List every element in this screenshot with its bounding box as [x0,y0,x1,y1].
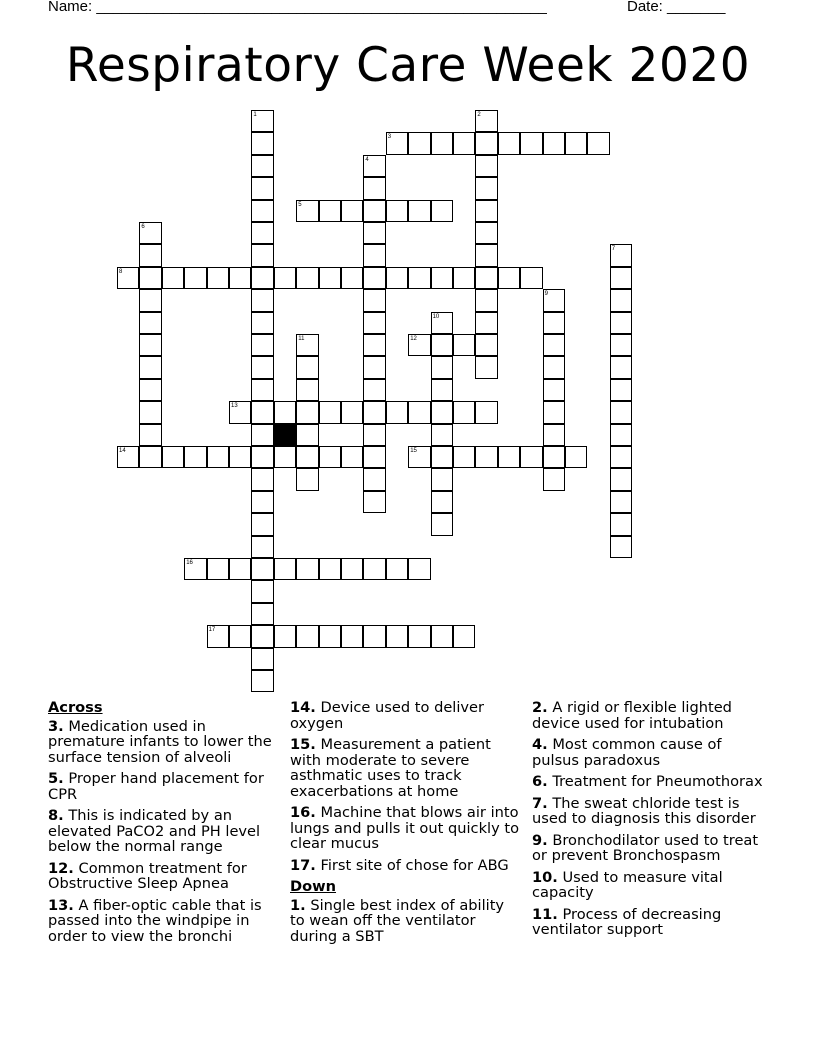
crossword-cell[interactable] [543,356,565,378]
clue-down-11: 11. Process of decreasing ventilator support [532,905,722,938]
crossword-cell[interactable] [587,132,609,154]
clue-number: 7 [611,246,616,253]
crossword-cell[interactable] [363,379,385,401]
crossword-cell[interactable] [520,446,542,468]
clue-number: 4 [365,156,369,163]
crossword-cell[interactable] [363,177,385,199]
crossword-cell[interactable] [475,244,497,266]
crossword-cell[interactable] [251,424,273,446]
crossword-cell[interactable] [296,379,318,401]
down-heading: Down [290,878,337,895]
clue-number: 12 [410,336,417,342]
crossword-cell[interactable] [386,401,408,423]
clue-across-5: 5. Proper hand placement for CPR [48,770,264,803]
crossword-cell[interactable] [386,625,408,647]
crossword-cell[interactable] [296,424,318,446]
crossword-cell[interactable] [498,132,520,154]
clue-number: 14 [119,448,126,454]
crossword-cell[interactable] [363,267,385,289]
crossword-cell[interactable] [543,468,565,490]
clue-down-7: 7. The sweat chloride test is used to diagnosis this disorder [532,794,756,827]
crossword-cell[interactable] [543,334,565,356]
crossword-cell[interactable] [431,334,453,356]
clue-number: 16 [186,560,193,566]
clues-column-1 [48,700,280,950]
clue-number: 17 [208,627,216,634]
crossword-cell[interactable] [610,401,632,423]
crossword-cell[interactable] [251,625,273,647]
crossword-cell[interactable] [386,558,408,580]
crossword-cell[interactable] [610,267,632,289]
crossword-cell[interactable] [363,558,385,580]
crossword-cell[interactable] [341,446,363,468]
crossword-cell[interactable] [431,424,453,446]
crossword-cell[interactable] [319,200,341,222]
crossword-cell[interactable] [408,132,430,154]
crossword-cell[interactable] [139,379,161,401]
clue-across-13: 13. A fiber-optic cable that is passed into the windpipe in order to view the bronchi [48,896,262,945]
crossword-cell[interactable] [363,222,385,244]
crossword-cell[interactable] [363,424,385,446]
black-square [274,424,296,446]
crossword-cell[interactable] [207,267,229,289]
clues-column-2 [290,700,520,950]
crossword-cell[interactable] [408,401,430,423]
crossword-cell[interactable] [296,446,318,468]
crossword-cell[interactable] [363,334,385,356]
crossword-cell[interactable] [251,446,273,468]
crossword-cell[interactable] [453,334,475,356]
crossword-cell[interactable] [475,312,497,334]
crossword-cell[interactable] [251,513,273,535]
clue-across-17: 17. First site of chose for ABG [290,856,509,874]
crossword-cell[interactable] [408,267,430,289]
crossword-cell[interactable] [431,132,453,154]
crossword-cell[interactable] [543,424,565,446]
crossword-cell[interactable] [296,267,318,289]
crossword-cell[interactable] [251,648,273,670]
crossword-cell[interactable] [363,289,385,311]
clue-number: 8 [119,268,123,275]
crossword-cell[interactable] [431,379,453,401]
crossword-cell[interactable] [341,625,363,647]
date-line: _______ [667,0,726,15]
crossword-cell[interactable] [520,132,542,154]
crossword-cell[interactable] [274,625,296,647]
crossword-cell[interactable] [610,424,632,446]
clue-down-2: 2. A rigid or flexible lighted device used for intubation [532,699,732,732]
crossword-cell[interactable] [408,558,430,580]
crossword-cell[interactable] [565,132,587,154]
crossword-cell[interactable] [251,558,273,580]
crossword-cell[interactable] [475,200,497,222]
crossword-cell[interactable] [363,312,385,334]
crossword-cell[interactable] [475,289,497,311]
crossword-cell[interactable] [274,446,296,468]
crossword-cell[interactable] [431,491,453,513]
crossword-cell[interactable] [251,200,273,222]
crossword-cell[interactable] [543,446,565,468]
crossword-cell[interactable] [251,468,273,490]
crossword-cell[interactable] [251,289,273,311]
crossword-cell[interactable] [229,625,251,647]
crossword-cell[interactable] [251,536,273,558]
crossword-cell[interactable] [229,267,251,289]
crossword-cell[interactable] [475,132,497,154]
crossword-cell[interactable] [610,334,632,356]
crossword-cell[interactable] [162,267,184,289]
clue-down-4: 4. Most common cause of pulsus paradoxus [532,736,722,769]
crossword-cell[interactable] [319,401,341,423]
crossword-cell[interactable] [363,356,385,378]
crossword-cell[interactable] [453,446,475,468]
crossword-cell[interactable] [139,401,161,423]
crossword-cell[interactable] [520,267,542,289]
crossword-cell[interactable] [341,267,363,289]
crossword-cell[interactable] [386,200,408,222]
crossword-cell[interactable] [431,468,453,490]
crossword-cell[interactable] [610,491,632,513]
crossword-cell[interactable] [453,267,475,289]
clues-column-3 [532,700,772,944]
crossword-cell[interactable] [251,132,273,154]
crossword-cell[interactable] [610,289,632,311]
crossword-cell[interactable] [610,468,632,490]
crossword-cell[interactable] [610,446,632,468]
crossword-cell[interactable] [296,558,318,580]
crossword-cell[interactable] [139,244,161,266]
crossword-cell[interactable] [251,177,273,199]
crossword-cell[interactable] [184,446,206,468]
clue-number: 11 [298,336,305,342]
crossword-cell[interactable] [251,356,273,378]
clue-down-1: 1. Single best index of ability to wean off the ventilator during a SBT [290,896,505,945]
clue-across-16: 16. Machine that blows air into lungs and pulls it out quickly to clear mucus [290,804,519,852]
clue-down-6: 6. Treatment for Pneumothorax [532,773,763,790]
crossword-cell[interactable] [475,446,497,468]
crossword-cell[interactable] [139,356,161,378]
clue-number: 10 [432,313,440,320]
crossword-cell[interactable] [296,356,318,378]
crossword-cell[interactable] [610,379,632,401]
crossword-cell[interactable] [386,267,408,289]
clue-across-14: 14. Device used to deliver oxygen [290,699,485,732]
clue-number: 2 [477,112,481,118]
clue-number: 5 [298,201,302,208]
crossword-cell[interactable] [431,356,453,378]
crossword-cell[interactable] [341,558,363,580]
crossword-cell[interactable] [431,446,453,468]
crossword-cell[interactable] [341,200,363,222]
crossword-cell[interactable] [251,267,273,289]
crossword-cell[interactable] [363,200,385,222]
clue-number: 13 [231,403,238,410]
crossword-cell[interactable] [408,625,430,647]
crossword-cell[interactable] [341,401,363,423]
crossword-cell[interactable] [251,603,273,625]
name-line: ______________________________________________________ [96,0,547,15]
crossword-cell[interactable] [363,491,385,513]
crossword-cell[interactable] [453,401,475,423]
crossword-cell[interactable] [543,132,565,154]
crossword-cell[interactable] [319,267,341,289]
crossword-cell[interactable] [139,446,161,468]
crossword-cell[interactable] [251,670,273,692]
clue-across-3: 3. Medication used in premature infants to lower the surface tension of alveoli [48,717,272,766]
clue-down-9: 9. Bronchodilator used to treat or prevent Bronchospasm [532,831,759,864]
clue-number: 9 [544,291,548,298]
crossword-cell[interactable] [431,200,453,222]
crossword-cell[interactable] [139,267,161,289]
crossword-cell[interactable] [610,356,632,378]
crossword-cell[interactable] [319,446,341,468]
crossword-cell[interactable] [408,200,430,222]
crossword-cell[interactable] [431,625,453,647]
crossword-cell[interactable] [274,558,296,580]
crossword-cell[interactable] [543,312,565,334]
crossword-cell[interactable] [610,513,632,535]
crossword-cell[interactable] [475,401,497,423]
crossword-cell[interactable] [475,155,497,177]
crossword-cell[interactable] [251,155,273,177]
date-label: Date: [627,0,668,15]
crossword-cell[interactable] [610,536,632,558]
crossword-cell[interactable] [251,379,273,401]
crossword-cell[interactable] [139,334,161,356]
crossword-cell[interactable] [431,513,453,535]
crossword-cell[interactable] [251,312,273,334]
crossword-cell[interactable] [543,379,565,401]
crossword-cell[interactable] [475,222,497,244]
crossword-cell[interactable] [431,267,453,289]
crossword-cell[interactable] [319,625,341,647]
crossword-cell[interactable] [251,222,273,244]
crossword-cell[interactable] [565,446,587,468]
clue-number: 6 [141,224,145,230]
clue-down-10: 10. Used to measure vital capacity [532,868,723,901]
crossword-cell[interactable] [363,401,385,423]
crossword-cell[interactable] [431,401,453,423]
crossword-cell[interactable] [139,312,161,334]
crossword-cell[interactable] [139,424,161,446]
clue-number: 1 [253,112,257,118]
clue-number: 15 [410,448,417,454]
crossword-cell[interactable] [543,401,565,423]
crossword-cell[interactable] [610,312,632,334]
clue-across-12: 12. Common treatment for Obstructive Sleep Apnea [48,859,247,892]
crossword-cell[interactable] [296,625,318,647]
crossword-cell[interactable] [184,267,206,289]
clue-across-8: 8. This is indicated by an elevated PaCO2 and PH level below the normal range [48,807,261,855]
crossword-cell[interactable] [162,446,184,468]
crossword-cell[interactable] [229,558,251,580]
crossword-cell[interactable] [475,356,497,378]
crossword-cell[interactable] [274,401,296,423]
crossword-cell[interactable] [274,267,296,289]
crossword-cell[interactable] [207,446,229,468]
crossword-cell[interactable] [363,468,385,490]
crossword-cell[interactable] [207,558,229,580]
crossword-cell[interactable] [251,334,273,356]
crossword-cell[interactable] [363,625,385,647]
crossword-cell[interactable] [251,580,273,602]
crossword-cell[interactable] [251,401,273,423]
crossword-cell[interactable] [296,401,318,423]
crossword-cell[interactable] [319,558,341,580]
crossword-cell[interactable] [363,446,385,468]
crossword-cell[interactable] [296,468,318,490]
clue-across-15: 15. Measurement a patient with moderate to severe asthmatic uses to track exacerbations at home [290,736,491,800]
clue-number: 3 [387,134,392,141]
crossword-cell[interactable] [251,244,273,266]
across-heading: Across [48,699,103,716]
crossword-cell[interactable] [498,446,520,468]
crossword-cell[interactable] [475,267,497,289]
crossword-cell[interactable] [453,625,475,647]
crossword-cell[interactable] [139,289,161,311]
crossword-cell[interactable] [475,177,497,199]
crossword-cell[interactable] [229,446,251,468]
page-title: Respiratory Care Week 2020 [65,38,751,93]
crossword-cell[interactable] [363,244,385,266]
name-label: Name: [48,0,97,15]
crossword-cell[interactable] [475,334,497,356]
crossword-cell[interactable] [498,267,520,289]
crossword-cell[interactable] [453,132,475,154]
crossword-cell[interactable] [251,491,273,513]
